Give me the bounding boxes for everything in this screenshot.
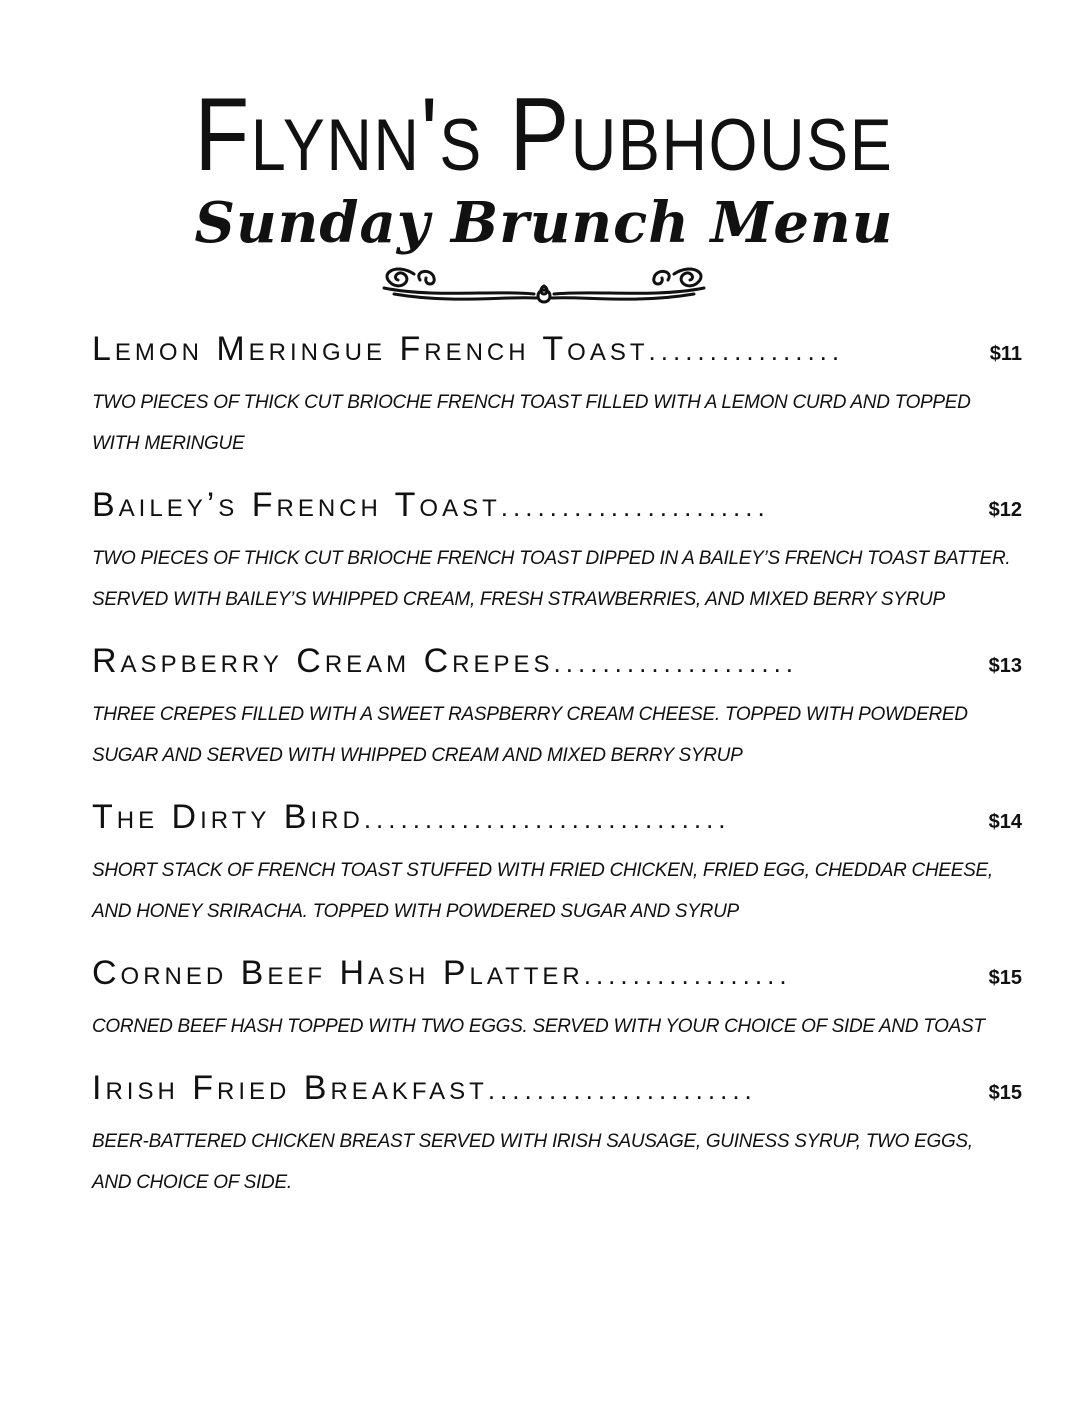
menu-item xyxy=(92,330,1022,464)
menu-item xyxy=(92,1069,1022,1203)
menu-item-description: BEER-BATTERED CHICKEN BREAST SERVED WITH IRISH SAUSAGE, GUINESS SYRUP, TWO EGGS, AND CHOICE OF SIDE. xyxy=(92,1131,973,1193)
flourish-ornament-icon xyxy=(374,260,714,306)
menu-item-leader-dots: .............................. xyxy=(363,804,731,834)
menu-item-header xyxy=(92,1069,1022,1117)
menu-item-name: Raspberry Cream Crepes xyxy=(92,642,554,680)
menu-item-name: The Dirty Bird xyxy=(92,798,364,836)
menu-item xyxy=(92,486,1022,620)
menu-item-name: Lemon Meringue French Toast xyxy=(92,330,649,368)
menu-item-description: TWO PIECES OF THICK CUT BRIOCHE FRENCH TOAST DIPPED IN A BAILEY’S FRENCH TOAST BATTER. SERVED WITH BAILEY’S WHIPPED CREAM, FRESH STRAWBERRIES, AND MIXED BERRY SYRUP xyxy=(92,548,1011,610)
menu-header xyxy=(0,77,1088,306)
menu-item-price: $15 xyxy=(988,967,1022,989)
menu-item-description: CORNED BEEF HASH TOPPED WITH TWO EGGS. SERVED WITH YOUR CHOICE OF SIDE AND TOAST xyxy=(92,1016,985,1037)
menu-item-price: $13 xyxy=(988,655,1022,677)
menu-item-description: SHORT STACK OF FRENCH TOAST STUFFED WITH FRIED CHICKEN, FRIED EGG, CHEDDAR CHEESE, AND HONEY SRIRACHA. TOPPED WITH POWDERED SUGAR AND SYRUP xyxy=(92,860,993,922)
restaurant-title: Flynn's Pubhouse xyxy=(194,77,894,193)
menu-item-leader-dots: ................ xyxy=(648,336,845,366)
menu-item-name: Corned Beef Hash Platter xyxy=(92,954,584,992)
menu-item-leader-dots: ...................... xyxy=(487,1075,757,1105)
menu-item-name: Bailey’s French Toast xyxy=(92,486,501,524)
menu-item-leader-dots: ...................... xyxy=(500,492,770,522)
menu-item-price: $12 xyxy=(988,499,1022,521)
menu-item-header xyxy=(92,486,1022,534)
menu-item-leader-dots: .................... xyxy=(553,648,799,678)
menu-item-price: $14 xyxy=(988,811,1022,833)
menu-item xyxy=(92,954,1022,1047)
menu-item-description: TWO PIECES OF THICK CUT BRIOCHE FRENCH TOAST FILLED WITH A LEMON CURD AND TOPPED WITH MERINGUE xyxy=(92,392,971,454)
menu-item-description: THREE CREPES FILLED WITH A SWEET RASPBERRY CREAM CHEESE. TOPPED WITH POWDERED SUGAR AND SERVED WITH WHIPPED CREAM AND MIXED BERRY SYRUP xyxy=(92,704,968,766)
menu-item-header xyxy=(92,330,1022,378)
menu-item-price: $11 xyxy=(989,343,1022,365)
menu-item-leader-dots: ................. xyxy=(583,960,792,990)
menu-item xyxy=(92,798,1022,932)
menu-item-header xyxy=(92,954,1022,1002)
menu-item-price: $15 xyxy=(988,1082,1022,1104)
menu-list xyxy=(92,330,1022,1225)
menu-item-name: Irish Fried Breakfast xyxy=(92,1069,488,1107)
menu-subtitle: Sunday Brunch Menu xyxy=(194,190,894,256)
menu-item xyxy=(92,642,1022,776)
menu-item-header xyxy=(92,798,1022,846)
menu-item-header xyxy=(92,642,1022,690)
